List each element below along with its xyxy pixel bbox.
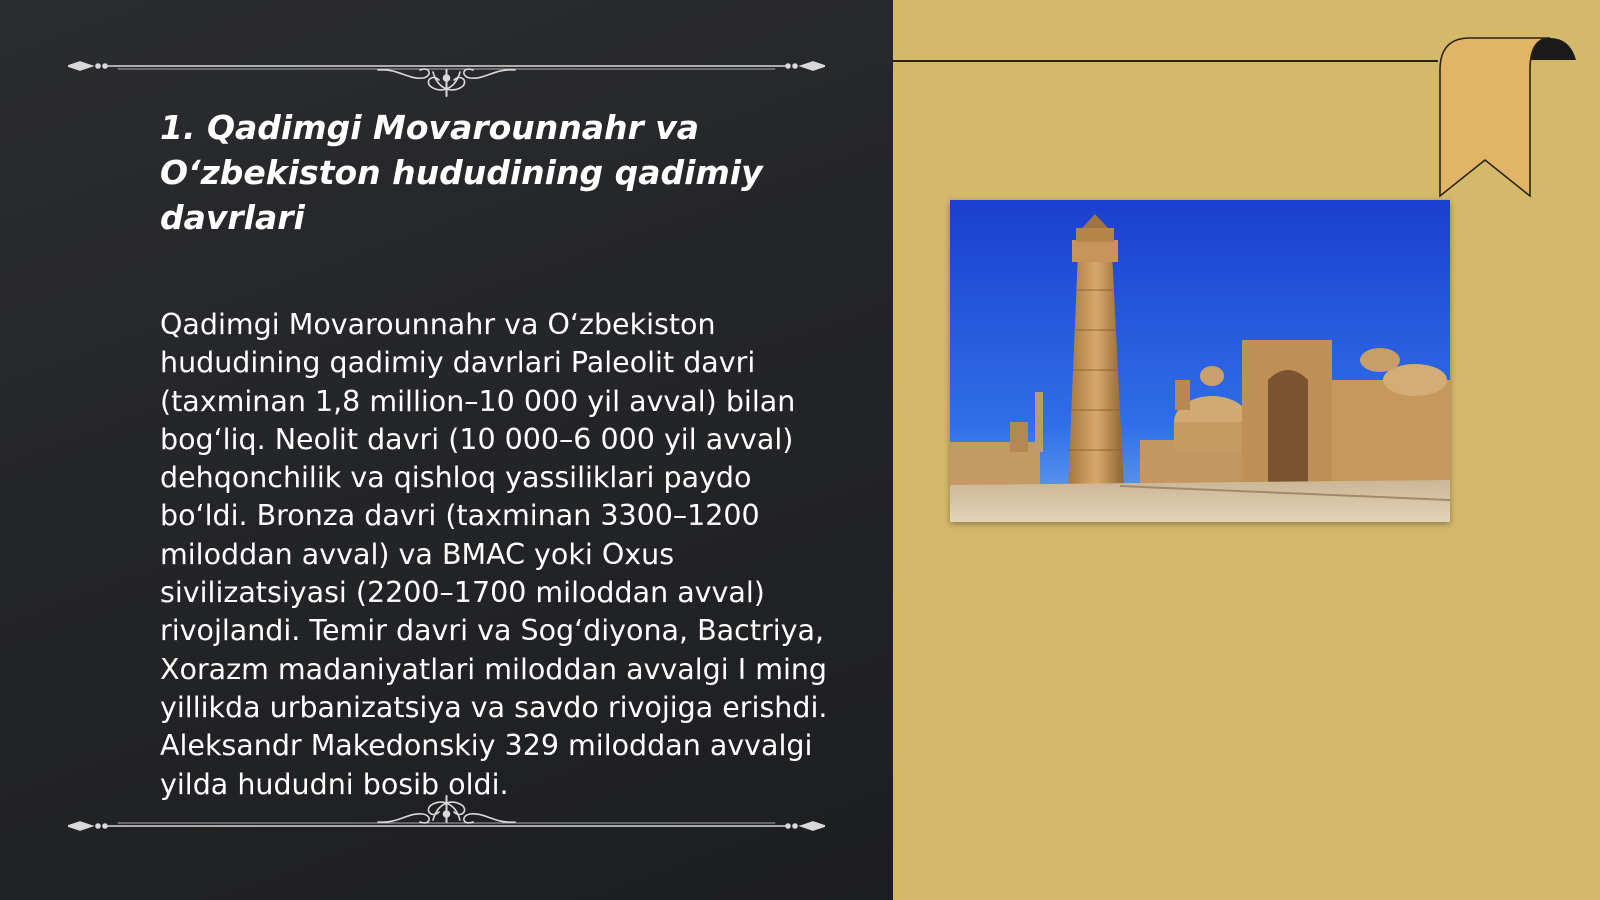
slide-body-text: Qadimgi Movarounnahr va O‘zbekiston hududining qadimiy davrlari Paleolit davri (taxminan 1,8 million–10 000 yil avval) bilan bog‘liq. Neolit davri (10 000–6 000 yil avval) dehqonchilik va qishloq yassiliklari paydo bo‘ldi. Bronza davri (taxminan 3300–1200 miloddan avval) va BMAC yoki Oxus sivilizatsiyasi (2200–1700 miloddan avval) rivojlandi. Temir davri va Sog‘diyona, Bactriya, Xorazm madaniyatlari miloddan avvalgi I ming yillikda urbanizatsiya va savdo rivojiga erishdi. Aleksandr Makedonskiy 329 miloddan avvalgi yilda hududni bosib oldi.	[160, 308, 828, 801]
bookmark-ribbon-icon	[1430, 30, 1590, 200]
top-ornament-icon	[68, 50, 825, 98]
decorative-line	[893, 60, 1438, 62]
architecture-photo	[950, 200, 1450, 522]
slide-title: 1. Qadimgi Movarounnahr va O‘zbekiston hududining qadimiy davrlari	[160, 108, 763, 237]
